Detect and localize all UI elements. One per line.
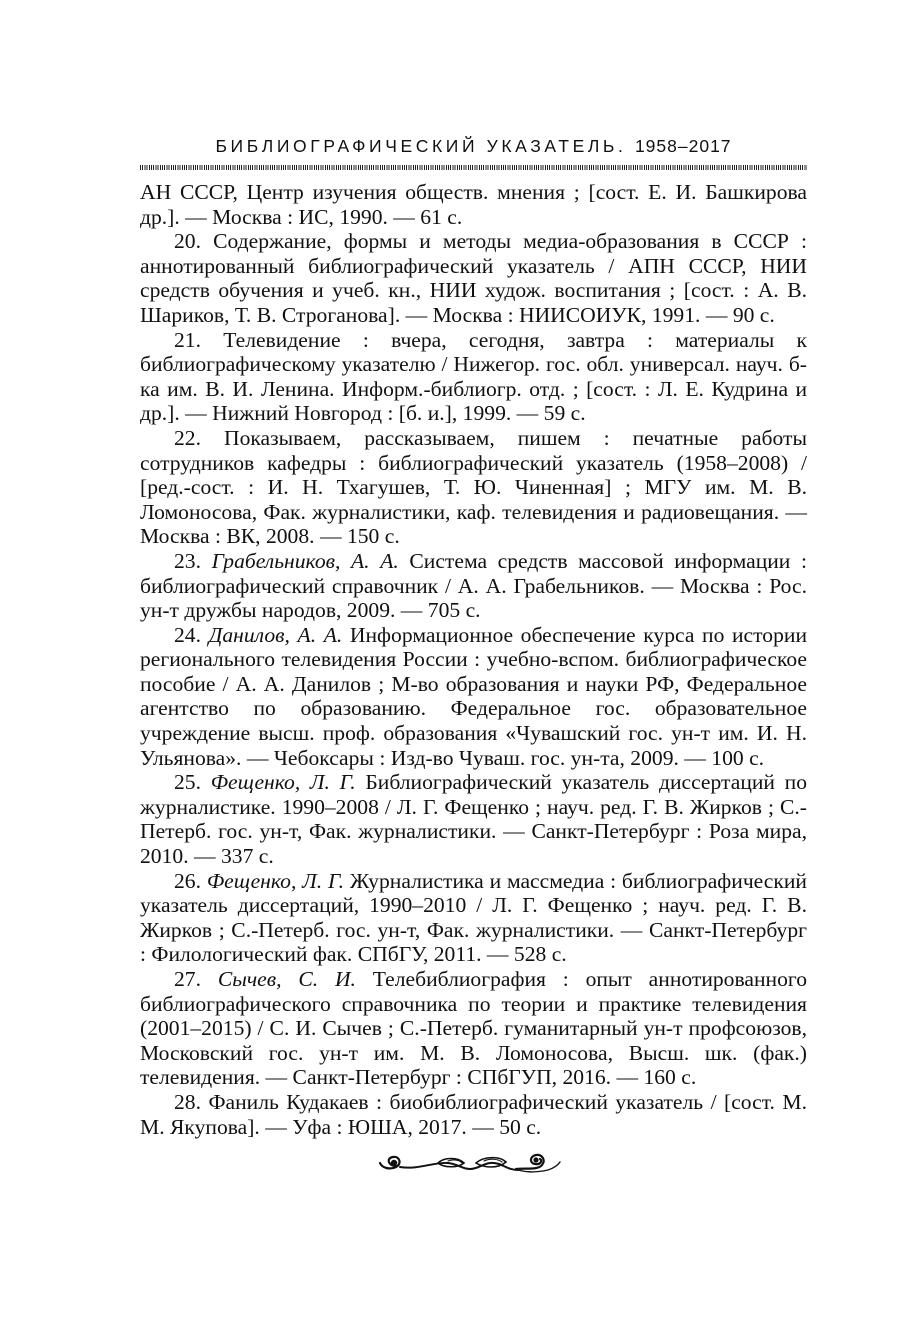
entry-author: Данилов, А. А. [208, 622, 343, 647]
entry-text: Информационное обеспечение курса по истории регионального телевидения России : учебно-вспом. библиографическое пособие / А. А. Данилов ; М-во образования и науки РФ, Федеральное агентство по образованию. Федеральное гос. образовательное учреждение высш. проф. образования «Чувашский гос. ун-т им. И. Н. Ульянова». — Чебоксары : Изд-во Чуваш. гос. ун-та, 2009. — 100 с. [140, 622, 807, 770]
entry-21 [140, 328, 807, 426]
entry-22 [140, 426, 807, 549]
entry-text: Библиографический указатель диссертаций по журналистике. 1990–2008 / Л. Г. Фещенко ; науч. ред. Г. В. Жирков ; С.-Петерб. гос. ун-т, Фак. журналистики. — Санкт-Петербург : Роза мира, 2010. — 337 с. [140, 770, 808, 869]
entry-number: 24. [174, 622, 201, 647]
entry-author: Сычев, С. И. [217, 967, 356, 991]
running-header-title: БИБЛИОГРАФИЧЕСКИЙ УКАЗАТЕЛЬ. [215, 136, 627, 156]
continuation-paragraph: АН СССР, Центр изучения обществ. мнения ; [сост. Е. И. Башкирова др.]. — Москва : ИС, 1990. — 61 с. [140, 180, 807, 229]
entry-20 [140, 229, 807, 327]
entry-text: Телевидение : вчера, сегодня, завтра : материалы к библиографическому указателю / Нижегор. гос. обл. универсал. науч. б-ка им. В. И. Ленина. Информ.-библиогр. отд. ; [сост. : Л. Е. Кудрина и др.]. — Нижний Новгород : [б. и.], 1999. — 59 с. [140, 327, 807, 426]
bibliography-body [140, 180, 807, 1139]
entry-author: Фещенко, Л. Г. [210, 770, 356, 795]
entry-author: Грабельников, А. А. [211, 548, 399, 573]
entry-text: Содержание, формы и методы медиа-образования в СССР : аннотированный библиографический указатель / АПН СССР, НИИ средств обучения и учеб. кн., НИИ худож. воспитания ; [сост. : А. В. Шариков, Т. В. Строганова]. — Москва : НИИСОИУК, 1991. — 90 с. [140, 229, 807, 327]
entry-number: 22. [174, 425, 201, 450]
entry-text: Фаниль Кудакаев : биобиблиографический указатель / [сост. М. М. Якупова]. — Уфа : ЮША, 2017. — 50 с. [140, 1089, 807, 1139]
entry-24 [140, 623, 807, 771]
entry-author: Фещенко, Л. Г. [206, 868, 345, 893]
running-header [140, 136, 807, 157]
entry-text: Журналистика и массмедиа : библиографический указатель диссертаций, 1990–2010 / Л. Г. Фещенко ; науч. ред. Г. В. Жирков ; С.-Петерб. гос. ун-т, Фак. журналистики. — Санкт-Петербург : Филологический фак. СПбГУ, 2011. — 528 с. [140, 868, 807, 967]
entry-28 [140, 1090, 807, 1139]
entry-26 [140, 869, 807, 967]
entry-number: 21. [174, 327, 201, 352]
entry-text: Показываем, рассказываем, пишем : печатные работы сотрудников кафедры : библиографический указатель (1958–2008) / [ред.-сост. : И. Н. Тхагушев, Т. Ю. Чиненная] ; МГУ им. М. В. Ломоносова, Фак. журналистики, каф. телевидения и радиовещания. — Москва : ВК, 2008. — 150 с. [140, 425, 807, 549]
entry-27 [140, 967, 807, 1090]
entry-number: 28. [174, 1089, 201, 1114]
entry-23 [140, 549, 807, 623]
running-header-years: 1958–2017 [634, 136, 732, 156]
entry-25 [140, 770, 807, 868]
entry-number: 25. [174, 770, 201, 795]
entry-text: Система средств массовой информации : библиографический справочник / А. А. Грабельников. — Москва : Рос. ун-т дружбы народов, 2009. — 705 с. [140, 548, 807, 623]
entry-number: 27. [174, 967, 201, 991]
decorative-flourish-icon [378, 1150, 562, 1180]
entry-number: 23. [174, 548, 201, 573]
header-rule [140, 165, 807, 170]
entry-number: 20. [174, 229, 201, 254]
entry-number: 26. [174, 868, 201, 893]
entry-text: Телебиблиография : опыт аннотированного библиографического справочника по теории и практике телевидения (2001–2015) / С. И. Сычев ; С.-Петерб. гуманитарный ун-т профсоюзов, Московский гос. ун-т им. М. В. Ломоносова, Высш. шк. (фак.) телевидения. — Санкт-Петербург : СПбГУП, 2016. — 160 с. [140, 967, 807, 1090]
